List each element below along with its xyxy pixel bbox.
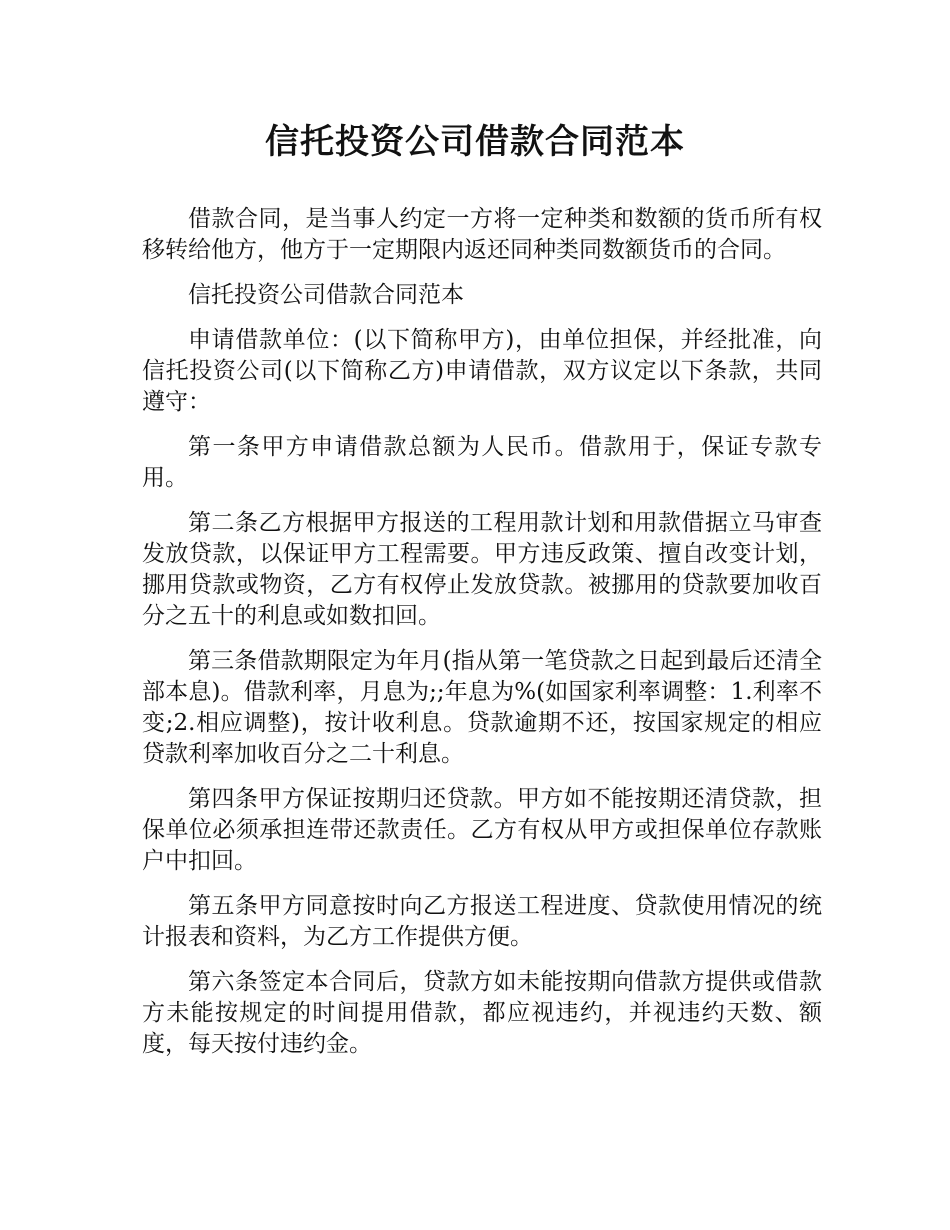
paragraph-article-6: 第六条签定本合同后，贷款方如未能按期向借款方提供或借款方未能按规定的时间提用借款，都应视违约，并视违约天数、额度，每天按付违约金。 <box>142 969 822 1057</box>
paragraph-article-2: 第二条乙方根据甲方报送的工程用款计划和用款借据立马审查发放贷款，以保证甲方工程需要。甲方违反政策、擅自改变计划，挪用贷款或物资，乙方有权停止发放贷款。被挪用的贷款要加收百分之五十的利息或如数扣回。 <box>142 510 822 629</box>
paragraph-article-4: 第四条甲方保证按期归还贷款。甲方如不能按期还清贷款，担保单位必须承担连带还款责任。乙方有权从甲方或担保单位存款账户中扣回。 <box>142 786 822 874</box>
document-body <box>142 204 822 1074</box>
paragraph-subtitle: 信托投资公司借款合同范本 <box>188 282 464 308</box>
paragraph-article-1: 第一条甲方申请借款总额为人民币。借款用于，保证专款专用。 <box>142 434 822 491</box>
document-title: 信托投资公司借款合同范本 <box>265 122 685 162</box>
paragraph-article-5: 第五条甲方同意按时向乙方报送工程进度、贷款使用情况的统计报表和资料，为乙方工作提供方便。 <box>142 893 822 950</box>
paragraph-intro: 借款合同，是当事人约定一方将一定种类和数额的货币所有权移转给他方，他方于一定期限内返还同种类同数额货币的合同。 <box>142 206 822 263</box>
paragraph-article-3: 第三条借款期限定为年月(指从第一笔贷款之日起到最后还清全部本息)。借款利率，月息为;;年息为%(如国家利率调整：1.利率不变;2.相应调整)，按计收利息。贷款逾期不还，按国家规定的相应贷款利率加收百分之二十利息。 <box>142 648 822 767</box>
paragraph-parties: 申请借款单位：(以下简称甲方)，由单位担保，并经批准，向信托投资公司(以下简称乙方)申请借款，双方议定以下条款，共同遵守： <box>142 327 822 415</box>
